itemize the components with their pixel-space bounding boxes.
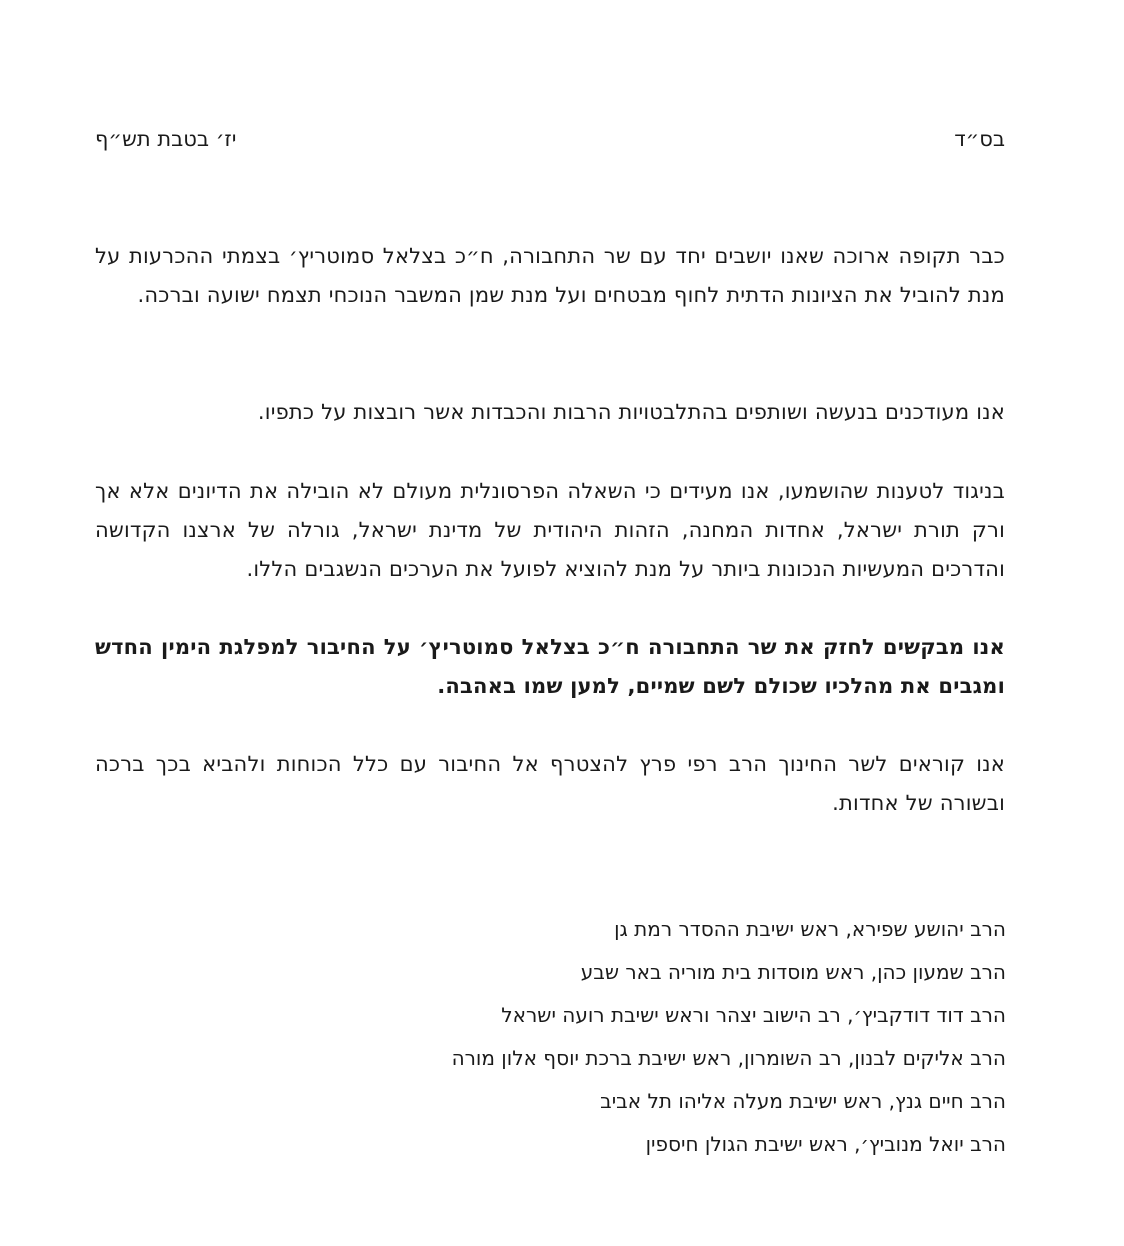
signature-line: הרב יהושע שפירא, ראש ישיבת ההסדר רמת גן	[614, 917, 1006, 941]
signature-line: הרב אליקים לבנון, רב השומרון, ראש ישיבת ברכת יוסף אלון מורה	[451, 1046, 1006, 1070]
signatures-list	[306, 908, 1006, 1166]
signature-line: הרב שמעון כהן, ראש מוסדות בית מוריה באר שבע	[580, 960, 1006, 984]
paragraph-intro: כבר תקופה ארוכה שאנו יושבים יחד עם שר התחבורה, ח״כ בצלאל סמוטריץ׳ בצמתי ההכרעות על מנת להוביל את הציונות הדתית לחוף מבטחים ועל מנת שמן המשבר הנוכחי תצמח ישועה וברכה.	[95, 244, 1005, 307]
paragraph-updated: אנו מעודכנים בנעשה ושותפים בהתלבטויות הרבות והכבדות אשר רובצות על כתפיו.	[257, 400, 1005, 424]
signature-line: הרב יואל מנוביץ׳, ראש ישיבת הגולן חיספין	[645, 1132, 1006, 1156]
paragraph-support-statement: אנו מבקשים לחזק את שר התחבורה ח״כ בצלאל סמוטריץ׳ על החיבור למפלגת הימין החדש ומגבים את מהלכיו שכולם לשם שמיים, למען שמו באהבה.	[95, 635, 1005, 698]
signature-line: הרב חיים גנץ, ראש ישיבת מעלה אליהו תל אביב	[600, 1089, 1006, 1113]
signature-line: הרב דוד דודקביץ׳, רב הישוב יצהר וראש ישיבת רועה ישראל	[501, 1003, 1006, 1027]
paragraph-contrary-claims: בניגוד לטענות שהושמעו, אנו מעידים כי השאלה הפרסונלית מעולם לא הובילה את הדיונים אלא אך ורק תורת ישראל, אחדות המחנה, הזהות היהודית של מדינת ישראל, גורלה של ארצנו הקדושה והדרכים המעשיות הנכונות ביותר על מנת להוציא לפועל את הערכים הנשגבים הללו.	[95, 479, 1005, 581]
paragraph-call-to-join: אנו קוראים לשר החינוך הרב רפי פרץ להצטרף אל החיבור עם כלל הכוחות ולהביא בכך ברכה ובשורה של אחדות.	[95, 752, 1005, 815]
letter-date: יז׳ בטבת תש״ף	[95, 127, 237, 151]
bsd-heading: בס״ד	[954, 127, 1005, 151]
letter-header	[95, 122, 1005, 156]
